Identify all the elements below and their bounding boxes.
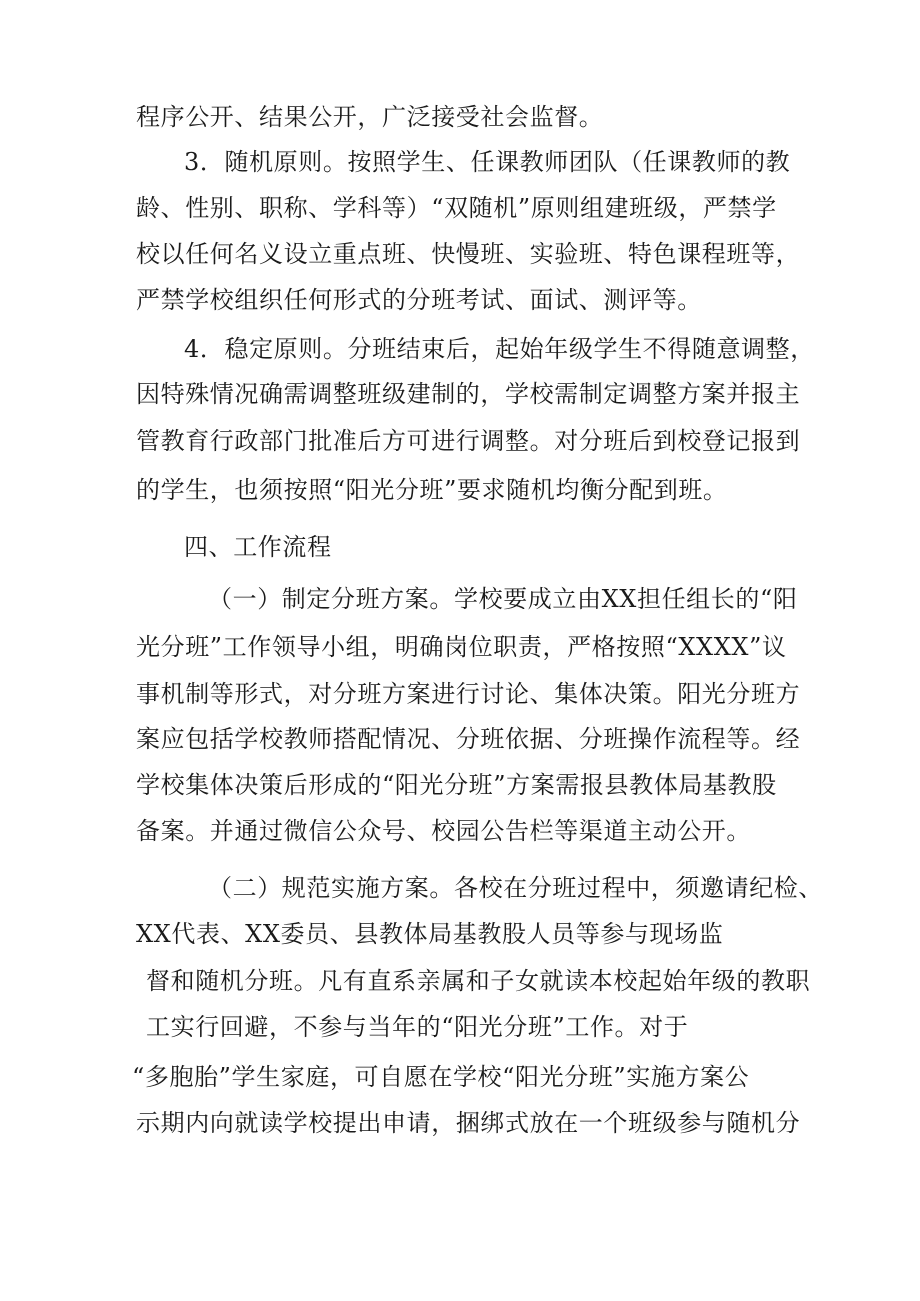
text-line: 的学生，也须按照“阳光分班”要求随机均衡分配到班。: [136, 476, 728, 504]
text-line: 示期内向就读学校提出申请，捆绑式放在一个班级参与随机分: [136, 1109, 801, 1137]
text-line: 学校集体决策后形成的“阳光分班”方案需报县教体局基教股: [136, 771, 777, 799]
text-line: XX代表、XX委员、县教体局基教股人员等参与现场监: [136, 920, 724, 948]
text-line: 案应包括学校教师搭配情况、分班依据、分班操作流程等。经: [136, 725, 801, 753]
text-line: 督和随机分班。凡有直系亲属和子女就读本校起始年级的教职: [146, 967, 811, 995]
text-line: 3．随机原则。按照学生、任课教师团队（任课教师的教: [184, 148, 791, 176]
text-line: 程序公开、结果公开，广泛接受社会监督。: [136, 103, 604, 131]
text-line: 龄、性别、职称、学科等）“双随机”原则组建班级，严禁学: [136, 194, 777, 222]
text-line: （一）制定分班方案。学校要成立由XX担任组长的“阳: [208, 585, 798, 613]
text-line: （二）规范实施方案。各校在分班过程中，须邀请纪检、: [208, 874, 823, 902]
text-line: 备案。并通过微信公众号、校园公告栏等渠道主动公开。: [136, 817, 751, 845]
text-line: 严禁学校组织任何形式的分班考试、面试、测评等。: [136, 286, 702, 314]
text-line: 校以任何名义设立重点班、快慢班、实验班、特色课程班等，: [136, 240, 801, 268]
text-line: 管教育行政部门批准后方可进行调整。对分班后到校登记报到: [136, 427, 801, 455]
text-line: 4．稳定原则。分班结束后，起始年级学生不得随意调整，: [184, 335, 815, 363]
text-line: “多胞胎”学生家庭，可自愿在学校“阳光分班”实施方案公: [132, 1063, 750, 1091]
text-line: 光分班”工作领导小组，明确岗位职责，严格按照“XXXX”议: [136, 633, 787, 661]
section-heading: 四、工作流程: [184, 533, 332, 561]
text-line: 因特殊情况确需调整班级建制的，学校需制定调整方案并报主: [136, 380, 801, 408]
text-line: 工实行回避，不参与当年的“阳光分班”工作。对于: [146, 1013, 689, 1041]
text-line: 事机制等形式，对分班方案进行讨论、集体决策。阳光分班方: [136, 680, 801, 708]
